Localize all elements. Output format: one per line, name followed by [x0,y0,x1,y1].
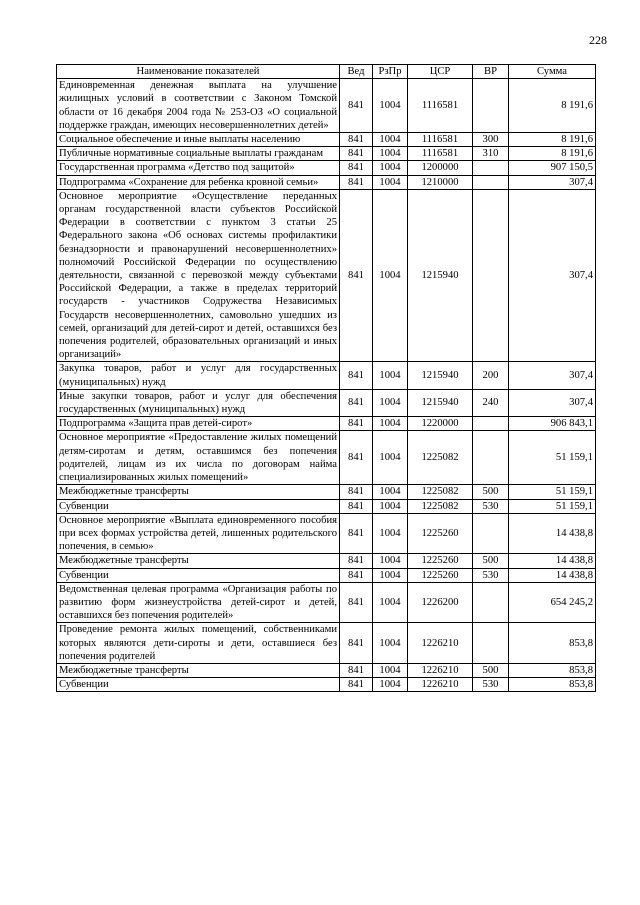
row-sum: 14 438,8 [509,513,596,554]
table-row [57,513,596,554]
row-csr: 1225260 [408,568,473,582]
row-rzpr: 1004 [373,663,408,677]
row-name: Субвенции [57,678,340,692]
row-rzpr: 1004 [373,499,408,513]
table-row [57,175,596,189]
row-ved: 841 [340,175,373,189]
row-name: Основное мероприятие «Предоставление жилых помещений детям-сиротам и детям, оставшимся без попечения родителей, лицам из их числа по договорам найма специализированных жилых помещений» [57,431,340,485]
table-row [57,389,596,416]
table-body [57,79,596,692]
table-row [57,431,596,485]
row-rzpr: 1004 [373,133,408,147]
row-vr [473,623,509,664]
row-ved: 841 [340,582,373,623]
header-rzpr: РзПр [373,65,408,79]
row-rzpr: 1004 [373,582,408,623]
row-rzpr: 1004 [373,417,408,431]
table-row [57,147,596,161]
row-name: Межбюджетные трансферты [57,663,340,677]
row-sum: 853,8 [509,678,596,692]
row-rzpr: 1004 [373,362,408,389]
row-csr: 1226210 [408,663,473,677]
row-rzpr: 1004 [373,175,408,189]
row-vr: 500 [473,485,509,499]
row-sum: 307,4 [509,362,596,389]
table-row [57,417,596,431]
row-vr [473,417,509,431]
row-sum: 307,4 [509,189,596,362]
row-vr [473,161,509,175]
row-sum: 307,4 [509,389,596,416]
row-sum: 14 438,8 [509,568,596,582]
row-csr: 1210000 [408,175,473,189]
row-csr: 1116581 [408,79,473,133]
row-vr: 500 [473,663,509,677]
row-sum: 8 191,6 [509,79,596,133]
row-sum: 51 159,1 [509,499,596,513]
row-vr: 200 [473,362,509,389]
row-name: Государственная программа «Детство под защитой» [57,161,340,175]
row-vr: 310 [473,147,509,161]
row-rzpr: 1004 [373,431,408,485]
row-csr: 1116581 [408,133,473,147]
row-ved: 841 [340,417,373,431]
row-vr: 530 [473,568,509,582]
budget-table [56,64,596,692]
row-csr: 1220000 [408,417,473,431]
row-csr: 1226210 [408,623,473,664]
table-row [57,79,596,133]
row-rzpr: 1004 [373,513,408,554]
row-name: Закупка товаров, работ и услуг для государственных (муниципальных) нужд [57,362,340,389]
row-rzpr: 1004 [373,623,408,664]
row-rzpr: 1004 [373,554,408,568]
header-ved: Вед [340,65,373,79]
table-row [57,362,596,389]
row-name: Социальное обеспечение и иные выплаты населению [57,133,340,147]
row-rzpr: 1004 [373,79,408,133]
row-csr: 1200000 [408,161,473,175]
row-sum: 853,8 [509,663,596,677]
row-name: Основное мероприятие «Выплата единовременного пособия при всех формах устройства детей, лишенных родительского попечения, в семью» [57,513,340,554]
header-csr: ЦСР [408,65,473,79]
row-ved: 841 [340,678,373,692]
row-ved: 841 [340,499,373,513]
table-row [57,485,596,499]
row-ved: 841 [340,147,373,161]
row-name: Основное мероприятие «Осуществление переданных органам государственной власти субъектов Российской Федерации в соответствии с пунктом 3 статьи 25 Федерального закона «Об основах системы профилактики безнадзорности и правонарушений несовершеннолетних» полномочий Российской Федерации по осуществлению деятельности, связанной с перевозкой между субъектами Российской Федерации, а также в пределах территорий государств - участников Содружества Независимых Государств несовершеннолетних, самовольно ушедших из семей, организаций для детей-сирот и детей, оставшихся без попечения родителей, образовательных организаций и иных организаций» [57,189,340,362]
row-vr [473,189,509,362]
table-header-row [57,65,596,79]
row-ved: 841 [340,554,373,568]
row-csr: 1225082 [408,485,473,499]
row-vr: 530 [473,499,509,513]
row-csr: 1226200 [408,582,473,623]
table-row [57,623,596,664]
table-row [57,133,596,147]
row-ved: 841 [340,133,373,147]
row-sum: 51 159,1 [509,431,596,485]
row-sum: 654 245,2 [509,582,596,623]
row-ved: 841 [340,485,373,499]
header-sum: Сумма [509,65,596,79]
row-ved: 841 [340,79,373,133]
row-rzpr: 1004 [373,189,408,362]
header-vr: ВР [473,65,509,79]
table-row [57,189,596,362]
row-ved: 841 [340,663,373,677]
row-sum: 853,8 [509,623,596,664]
page-number: 228 [589,33,607,47]
row-vr: 300 [473,133,509,147]
row-sum: 14 438,8 [509,554,596,568]
row-ved: 841 [340,161,373,175]
row-ved: 841 [340,362,373,389]
table-row [57,678,596,692]
row-vr: 530 [473,678,509,692]
row-ved: 841 [340,189,373,362]
row-vr [473,431,509,485]
row-ved: 841 [340,623,373,664]
row-vr [473,513,509,554]
row-csr: 1225260 [408,554,473,568]
row-rzpr: 1004 [373,568,408,582]
row-csr: 1226210 [408,678,473,692]
row-name: Межбюджетные трансферты [57,485,340,499]
row-ved: 841 [340,389,373,416]
table-row [57,663,596,677]
row-name: Субвенции [57,499,340,513]
row-name: Межбюджетные трансферты [57,554,340,568]
row-vr [473,175,509,189]
row-rzpr: 1004 [373,161,408,175]
row-sum: 307,4 [509,175,596,189]
row-name: Субвенции [57,568,340,582]
row-csr: 1215940 [408,362,473,389]
row-csr: 1225082 [408,431,473,485]
row-rzpr: 1004 [373,389,408,416]
row-sum: 906 843,1 [509,417,596,431]
row-csr: 1116581 [408,147,473,161]
row-vr: 500 [473,554,509,568]
row-name: Подпрограмма «Защита прав детей-сирот» [57,417,340,431]
row-sum: 8 191,6 [509,147,596,161]
row-csr: 1215940 [408,389,473,416]
table-row [57,499,596,513]
table-row [57,554,596,568]
row-rzpr: 1004 [373,485,408,499]
row-csr: 1215940 [408,189,473,362]
row-vr: 240 [473,389,509,416]
table-row [57,568,596,582]
table-row [57,161,596,175]
row-rzpr: 1004 [373,147,408,161]
row-csr: 1225260 [408,513,473,554]
row-name: Проведение ремонта жилых помещений, собственниками которых являются дети-сироты и дети, оставшиеся без попечения родителей [57,623,340,664]
row-rzpr: 1004 [373,678,408,692]
header-name: Наименование показателей [57,65,340,79]
row-ved: 841 [340,568,373,582]
row-name: Подпрограмма «Сохранение для ребенка кровной семьи» [57,175,340,189]
row-name: Ведомственная целевая программа «Организация работы по развитию форм жизнеустройства детей-сирот и детей, оставшихся без попечения родителей» [57,582,340,623]
row-sum: 907 150,5 [509,161,596,175]
row-ved: 841 [340,513,373,554]
row-sum: 51 159,1 [509,485,596,499]
row-name: Иные закупки товаров, работ и услуг для обеспечения государственных (муниципальных) нужд [57,389,340,416]
table-row [57,582,596,623]
row-vr [473,582,509,623]
row-csr: 1225082 [408,499,473,513]
row-ved: 841 [340,431,373,485]
row-sum: 8 191,6 [509,133,596,147]
row-vr [473,79,509,133]
row-name: Публичные нормативные социальные выплаты гражданам [57,147,340,161]
row-name: Единовременная денежная выплата на улучшение жилищных условий в соответствии с Законом Томской области от 16 декабря 2004 года № 253-ОЗ «О социальной поддержке граждан, имеющих несовершеннолетних детей» [57,79,340,133]
